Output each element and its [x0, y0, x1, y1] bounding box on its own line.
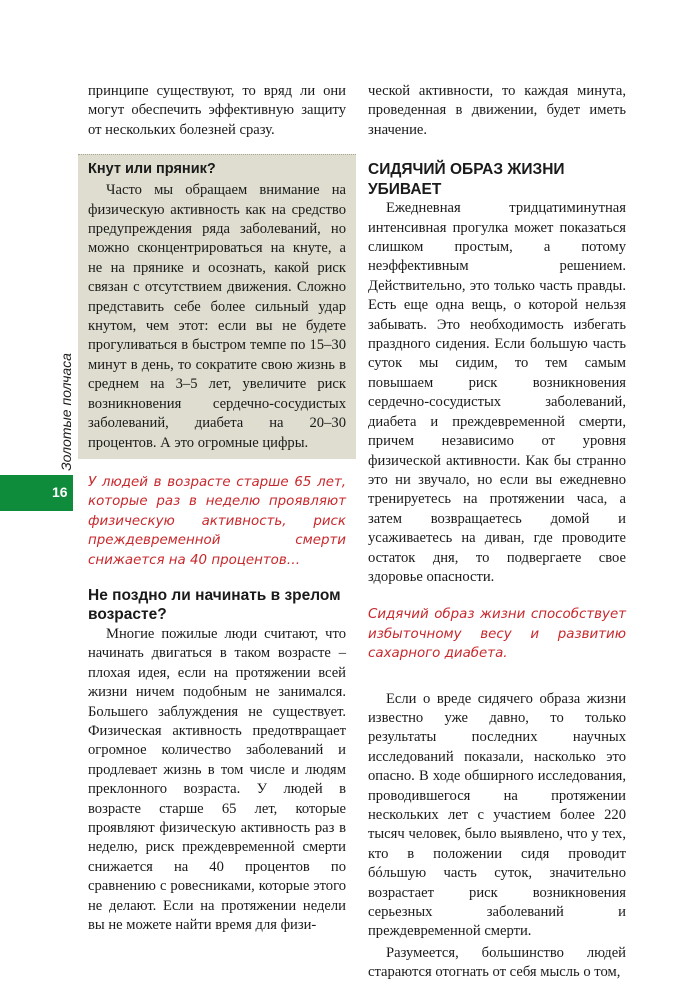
body-paragraph: Разумеется, большинство людей стараются отогнать от себя мысль о том,	[368, 944, 626, 981]
sidebar-body: Часто мы обращаем внимание на физическую активность как на средство предупреждения ряда заболеваний, но можно сконцентрироваться на кнуте, а не на прянике и осознать, какой риск связан с отсутствием движения. Сложно представить себе более сильный удар кнутом, чем этот: если вы не будете прогуливаться в быстром темпе по 15–30 минут в день, то сократите свою жизнь в среднем на 3–5 лет, увеличите риск возникновения сердечно-сосудистых заболеваний, диабета на 20–30 процентов. А это огромные цифры.	[88, 182, 346, 451]
page-number: 16	[52, 484, 68, 500]
section-heading: Не поздно ли начинать в зрелом возрасте?	[88, 586, 341, 624]
sidebar-box	[78, 154, 356, 459]
body-paragraph: Многие пожилые люди считают, что начинать двигаться в таком возрасте – плохая идея, если на протяжении всей жизни ничем подобным не занимался. Большего заблуждения не существует. Физическая активность предотвращает огромное количество заболеваний и продлевает жизнь в том числе и людям преклонного возраста. У людей в возрасте старше 65 лет, которые проявляют физическую активность раз в неделю, риск преждевременной смерти снижается на 40 процентов по сравнению с ровесниками, которые этого не делают. Если на протяжении недели вы не можете найти время для физи-	[88, 625, 346, 934]
left-column	[88, 82, 346, 935]
sidebar-title: Кнут или пряник?	[88, 161, 216, 178]
right-column	[368, 82, 626, 983]
section-heading: СИДЯЧИЙ ОБРАЗ ЖИЗНИ УБИВАЕТ	[368, 161, 565, 198]
pull-quote: Сидячий образ жизни способствует избыточному весу и развитию сахарного диабета.	[368, 607, 626, 662]
continued-paragraph: ческой активности, то каждая минута, проведенная в движении, будет иметь значение.	[368, 83, 626, 138]
body-paragraph: Если о вреде сидячего образа жизни известно уже давно, то только результаты последних научных исследований показали, насколько это опасно. В ходе обширного исследования, проводившегося на протяжении нескольких лет с участием более 220 тысяч человек, было выявлено, что у тех, кто в положении сидя проводит бóльшую часть суток, значительно возрастает риск возникновения серьезных заболеваний и преждевременной смерти.	[368, 690, 626, 940]
running-title: Золотые полчаса	[58, 353, 74, 471]
body-paragraph: Ежедневная тридцатиминутная интенсивная прогулка может показаться слишком простым, а потому неэффективным решением. Действительно, это только часть правды. Есть еще одна вещь, о которой нельзя забывать. Это необходимость избегать праздного сидения. Если большую часть суток мы сидим, то тем самым повышаем риск возникновения сердечно-сосудистых заболеваний, диабета и преждевременной смерти, причем независимо от уровня физической активности. Как бы странно это ни звучало, но если вы ежедневно тренируетесь на протяжении часа, а затем возвращаетесь домой и усаживаетесь на диван, где проводите остаток дня, то подвергаете свое здоровье опасности.	[368, 200, 626, 585]
continued-paragraph: принципе существуют, то вряд ли они могут обеспечить эффективную защиту от нескольких болезней сразу.	[88, 83, 346, 138]
pull-quote: У людей в возрасте старше 65 лет, которые раз в неделю проявляют физическую активность, риск преждевременной смерти снижается на 40 процентов…	[88, 474, 346, 568]
